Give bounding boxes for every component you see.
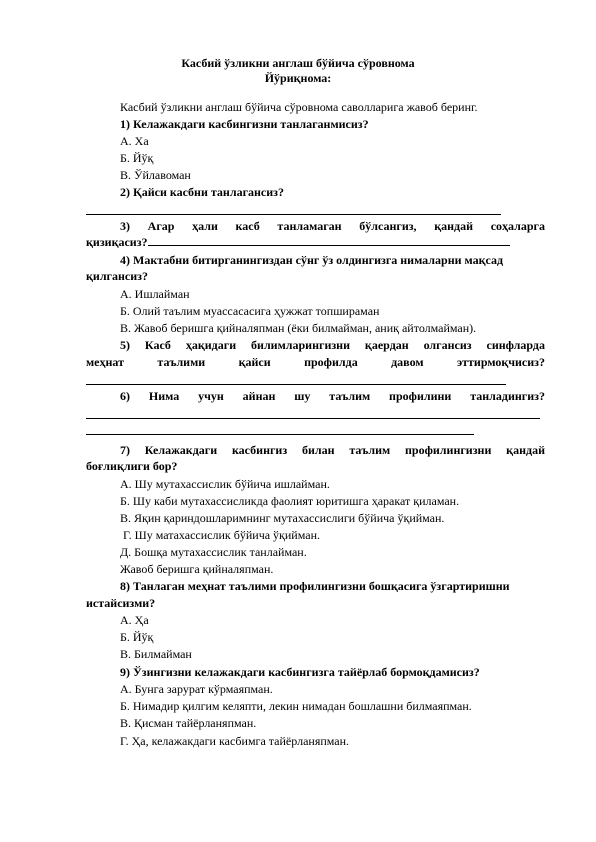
instruction-text: Касбий ўзликни англаш бўйича сўровнома саволларига жавоб беринг.: [120, 100, 478, 114]
q7-option-e: Д. Бошқа мутахассислик танлайман.: [120, 545, 307, 559]
q7-option-c: В. Яқин қариндошларимнинг мутахассислиги бўйича ўқийман.: [120, 511, 445, 525]
q4-option-b: Б. Олий таълим муассасасига ҳужжат топшираман: [120, 304, 380, 318]
q8-option-a: А. Ҳа: [120, 613, 149, 627]
question-3-line1: 3) Агар ҳали касб танламаган бўлсангиз, қандай соҳаларга: [120, 219, 545, 233]
question-8-line2: истайсизми?: [86, 596, 156, 610]
question-3-line2: [86, 234, 545, 250]
q1-option-b: Б. Йўқ: [120, 151, 154, 165]
q7-option-b: Б. Шу каби мутахассисликда фаолият юритишга ҳаракат қиламан.: [120, 494, 460, 508]
document-title: Касбий ўзликни англаш бўйича сўровнома: [181, 56, 415, 70]
q6-answer-line-1: [86, 418, 540, 419]
question-6: 6) Нима учун айнан шу таълим профилини танладингиз?: [120, 389, 545, 403]
q6-answer-line-2: [86, 434, 474, 435]
document-subtitle: Йўриқнома:: [264, 71, 332, 85]
question-7-line1: 7) Келажакдаги касбингиз билан таълим профилингизни қандай: [120, 443, 545, 457]
question-2: 2) Қайси касбни танлагансиз?: [120, 185, 284, 199]
q4-option-a: А. Ишлайман: [120, 287, 190, 301]
question-5-line2: меҳнат таълими қайси профилда давом эттирмоқчисиз?: [86, 355, 545, 369]
q9-option-c: В. Қисман тайёрланяпман.: [120, 716, 257, 730]
question-7-line2: боғлиқлиги бор?: [86, 459, 178, 473]
question-1: 1) Келажакдаги касбингизни танлаганмисиз?: [120, 117, 369, 131]
q3-answer-line: [148, 235, 510, 246]
question-9: 9) Ўзингизни келажакдаги касбингизга тайёрлаб бормоқдамисиз?: [120, 665, 480, 679]
q8-option-c: В. Билмайман: [120, 647, 192, 661]
q4-option-c: В. Жавоб беришга қийналяпман (ёки билмайман, аниқ айтолмайман).: [120, 321, 477, 335]
q1-option-a: А. Ха: [120, 134, 149, 148]
question-3-line2-text: қизиқасиз?: [86, 235, 148, 249]
q1-option-c: В. Ўйлавоман: [120, 168, 191, 182]
q7-option-f: Жавоб беришга қийналяпман.: [120, 562, 274, 576]
q8-option-b: Б. Йўқ: [120, 630, 154, 644]
q7-option-d: Г. Шу матахассислик бўйича ўқийман.: [120, 528, 320, 542]
question-5-line1: 5) Касб ҳақидаги билимларингизни қаердан олгансиз синфларда: [120, 338, 545, 352]
question-4-line1: 4) Мактабни битирганингиздан сўнг ўз олдингизга нималарни мақсад: [120, 253, 504, 267]
q9-option-b: Б. Нимадир қилгим келяпти, лекин нимадан бошлашни билмаяпман.: [120, 699, 472, 713]
question-4-line2: қилгансиз?: [86, 269, 148, 283]
q7-option-a: А. Шу мутахассислик бўйича ишлайман.: [120, 477, 330, 491]
q9-option-d: Г. Ҳа, келажакдаги касбимга тайёрланяпман.: [120, 734, 350, 748]
question-8-line1: 8) Танлаган меҳнат таълими профилингизни бошқасига ўзгартиришни: [120, 579, 510, 593]
q5-answer-line: [86, 384, 506, 385]
q9-option-a: А. Бунга зарурат кўрмаяпман.: [120, 682, 273, 696]
q2-answer-line: [86, 214, 501, 215]
